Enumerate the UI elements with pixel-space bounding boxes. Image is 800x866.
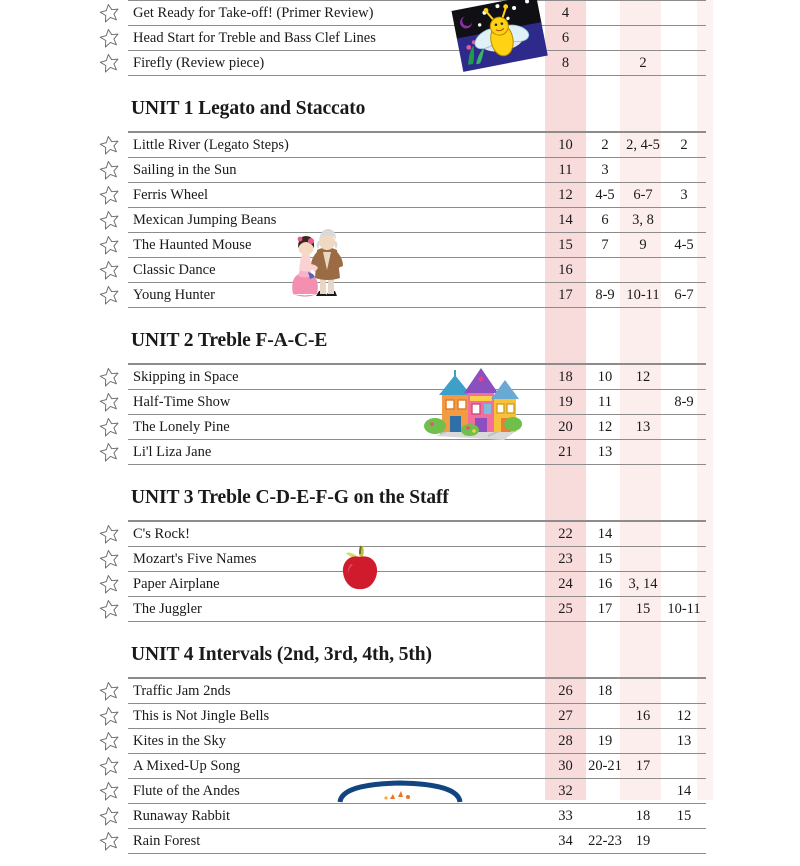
piece-title: Runaway Rabbit — [133, 808, 231, 824]
star-icon[interactable] — [99, 185, 120, 206]
piece-title: Young Hunter — [133, 287, 215, 303]
piece-title: Get Ready for Take-off! (Primer Review) — [133, 5, 374, 21]
piece-title: Rain Forest — [133, 833, 201, 849]
page-number-cell: 30 — [558, 758, 573, 774]
table-row[interactable] — [0, 439, 800, 464]
column-1-cell: 8-9 — [595, 287, 615, 303]
star-icon[interactable] — [99, 781, 120, 802]
page-number-cell: 23 — [558, 551, 573, 567]
table-rule — [128, 307, 706, 308]
table-row[interactable] — [0, 257, 800, 282]
page-number-cell: 14 — [558, 212, 573, 228]
section-end-rule — [0, 75, 800, 88]
table-rule — [128, 621, 706, 622]
table-rule — [128, 439, 706, 440]
piece-title: The Lonely Pine — [133, 419, 230, 435]
table-row[interactable] — [0, 546, 800, 571]
unit-heading-row — [0, 634, 800, 678]
column-3-cell: 14 — [676, 783, 692, 799]
column-1-cell: 13 — [597, 444, 613, 460]
column-2-cell: 9 — [639, 237, 647, 253]
piece-title: This is Not Jingle Bells — [133, 708, 270, 724]
table-rule — [128, 132, 706, 133]
star-icon[interactable] — [99, 235, 120, 256]
star-icon[interactable] — [99, 756, 120, 777]
table-rule — [128, 232, 706, 233]
unit-heading-row — [0, 320, 800, 364]
column-2-cell: 17 — [635, 758, 651, 774]
star-icon[interactable] — [99, 53, 120, 74]
page-number-cell: 16 — [558, 262, 573, 278]
column-3-cell: 6-7 — [674, 287, 694, 303]
table-rule — [128, 596, 706, 597]
table-rule — [128, 364, 706, 365]
column-3-cell: 12 — [676, 708, 692, 724]
column-2-cell: 18 — [635, 808, 651, 824]
table-row[interactable] — [0, 828, 800, 853]
star-icon[interactable] — [99, 210, 120, 231]
piece-title: Firefly (Review piece) — [133, 55, 265, 71]
table-row[interactable] — [0, 50, 800, 75]
star-icon[interactable] — [99, 260, 120, 281]
table-row[interactable] — [0, 678, 800, 703]
star-icon[interactable] — [99, 160, 120, 181]
column-3-cell: 8-9 — [674, 394, 694, 410]
star-icon[interactable] — [99, 135, 120, 156]
column-3-cell: 15 — [676, 808, 692, 824]
page-number-cell: 26 — [558, 683, 573, 699]
piece-title: Li'l Liza Jane — [133, 444, 212, 460]
unit-heading: UNIT 3 Treble C-D-E-F-G on the Staff — [131, 487, 449, 508]
piece-title: Mozart's Five Names — [133, 551, 257, 567]
table-rule — [128, 828, 706, 829]
piece-title: Classic Dance — [133, 262, 216, 278]
column-1-cell: 6 — [601, 212, 609, 228]
table-row[interactable] — [0, 389, 800, 414]
table-rule — [128, 25, 706, 26]
page-number-cell: 21 — [558, 444, 573, 460]
section-end-rule — [0, 621, 800, 634]
unit-heading: UNIT 2 Treble F-A-C-E — [131, 330, 328, 351]
unit-heading-row — [0, 477, 800, 521]
column-3-cell: 13 — [676, 733, 692, 749]
column-2-cell: 3, 8 — [632, 212, 654, 228]
column-1-cell: 12 — [597, 419, 613, 435]
star-icon[interactable] — [99, 599, 120, 620]
table-rule — [128, 803, 706, 804]
piece-title: Mexican Jumping Beans — [133, 212, 277, 228]
table-rule — [128, 257, 706, 258]
piece-title: Sailing in the Sun — [133, 162, 237, 178]
table-row[interactable] — [0, 364, 800, 389]
table-row[interactable] — [0, 703, 800, 728]
page-number-cell: 28 — [558, 733, 573, 749]
table-rule — [128, 282, 706, 283]
page-number-cell: 12 — [558, 187, 573, 203]
column-2-cell: 12 — [635, 369, 651, 385]
star-icon[interactable] — [99, 367, 120, 388]
table-rule — [128, 778, 706, 779]
star-icon[interactable] — [99, 417, 120, 438]
column-1-cell: 10 — [597, 369, 613, 385]
table-rule — [128, 571, 706, 572]
page-number-cell: 15 — [558, 237, 573, 253]
column-1-cell: 14 — [597, 526, 613, 542]
star-icon[interactable] — [99, 392, 120, 413]
star-icon[interactable] — [99, 806, 120, 827]
table-row[interactable] — [0, 157, 800, 182]
piece-title: Half-Time Show — [133, 394, 231, 410]
piece-title: The Juggler — [133, 601, 202, 617]
piece-title: C's Rock! — [133, 526, 190, 542]
piece-title: The Haunted Mouse — [133, 237, 252, 253]
table-rule — [128, 157, 706, 158]
column-1-cell: 20-21 — [588, 758, 622, 774]
table-row[interactable] — [0, 728, 800, 753]
table-rule — [128, 414, 706, 415]
page-number-cell: 8 — [561, 55, 570, 71]
column-1-cell: 15 — [597, 551, 613, 567]
section-end-rule — [0, 307, 800, 320]
column-2-cell: 6-7 — [633, 187, 653, 203]
table-row[interactable] — [0, 596, 800, 621]
column-1-cell: 3 — [601, 162, 609, 178]
page-number-cell: 34 — [558, 833, 573, 849]
table-rule — [128, 521, 706, 522]
column-2-cell: 16 — [635, 708, 651, 724]
page-number-cell: 25 — [558, 601, 573, 617]
column-3-cell: 4-5 — [674, 237, 694, 253]
page-number-cell: 18 — [558, 369, 573, 385]
column-3-cell: 10-11 — [667, 601, 701, 617]
section-end-rule — [0, 853, 800, 866]
column-1-cell: 18 — [597, 683, 613, 699]
star-icon[interactable] — [99, 706, 120, 727]
unit-heading: UNIT 4 Intervals (2nd, 3rd, 4th, 5th) — [131, 644, 432, 665]
page-number-cell: 10 — [558, 137, 573, 153]
page-number-cell: 22 — [558, 526, 573, 542]
table-rule — [128, 50, 706, 51]
page-number-cell: 6 — [561, 30, 570, 46]
page-number-cell: 19 — [558, 394, 573, 410]
star-icon[interactable] — [99, 731, 120, 752]
column-1-cell: 16 — [597, 576, 613, 592]
column-1-cell: 17 — [597, 601, 613, 617]
column-3-cell: 3 — [680, 187, 688, 203]
table-row[interactable] — [0, 753, 800, 778]
table-row[interactable] — [0, 182, 800, 207]
table-rule — [128, 464, 706, 465]
table-rule — [128, 207, 706, 208]
table-rule — [128, 853, 706, 854]
table-row[interactable] — [0, 803, 800, 828]
star-icon[interactable] — [99, 285, 120, 306]
unit-heading: UNIT 1 Legato and Staccato — [131, 98, 366, 119]
star-icon[interactable] — [99, 831, 120, 852]
table-rule — [128, 75, 706, 76]
table-row[interactable] — [0, 232, 800, 257]
star-icon[interactable] — [99, 3, 120, 24]
piece-title: Flute of the Andes — [133, 783, 240, 799]
piece-title: Paper Airplane — [133, 576, 220, 592]
column-1-cell: 22-23 — [588, 833, 622, 849]
table-rule — [128, 546, 706, 547]
star-icon[interactable] — [99, 524, 120, 545]
piece-title: Ferris Wheel — [133, 187, 209, 203]
column-3-cell: 2 — [680, 137, 688, 153]
table-rule — [128, 389, 706, 390]
table-rule — [128, 728, 706, 729]
page-number-cell: 24 — [558, 576, 573, 592]
piece-title: Little River (Legato Steps) — [133, 137, 289, 153]
table-row[interactable] — [0, 414, 800, 439]
star-icon[interactable] — [99, 28, 120, 49]
piece-title: A Mixed-Up Song — [133, 758, 241, 774]
page-number-cell: 17 — [558, 287, 573, 303]
table-row[interactable] — [0, 25, 800, 50]
column-2-cell: 2 — [639, 55, 647, 71]
table-row[interactable] — [0, 0, 800, 25]
piece-title: Head Start for Treble and Bass Clef Lines — [133, 30, 376, 46]
page-number-cell: 27 — [558, 708, 573, 724]
column-2-cell: 19 — [635, 833, 651, 849]
table-rule — [128, 678, 706, 679]
page-number-cell: 32 — [558, 783, 573, 799]
table-row[interactable] — [0, 207, 800, 232]
column-2-cell: 2, 4-5 — [626, 137, 660, 153]
table-row[interactable] — [0, 521, 800, 546]
star-icon[interactable] — [99, 549, 120, 570]
piece-title: Traffic Jam 2nds — [133, 683, 231, 699]
table-rule — [128, 182, 706, 183]
column-1-cell: 19 — [597, 733, 613, 749]
column-2-cell: 3, 14 — [628, 576, 658, 592]
table-rule — [128, 753, 706, 754]
table-row[interactable] — [0, 778, 800, 803]
page-number-cell: 33 — [558, 808, 573, 824]
page-number-cell: 11 — [558, 162, 573, 178]
column-2-cell: 15 — [635, 601, 651, 617]
section-end-rule — [0, 464, 800, 477]
column-1-cell: 2 — [601, 137, 609, 153]
table-row[interactable] — [0, 132, 800, 157]
page-number-cell: 20 — [558, 419, 573, 435]
star-icon[interactable] — [99, 442, 120, 463]
column-1-cell: 7 — [601, 237, 609, 253]
column-1-cell: 11 — [598, 394, 612, 410]
table-row[interactable] — [0, 571, 800, 596]
star-icon[interactable] — [99, 574, 120, 595]
column-1-cell: 4-5 — [595, 187, 615, 203]
table-rule — [128, 703, 706, 704]
column-2-cell: 13 — [635, 419, 651, 435]
page-number-cell: 4 — [561, 5, 570, 21]
piece-title: Kites in the Sky — [133, 733, 227, 749]
table-rule — [128, 0, 706, 1]
column-2-cell: 10-11 — [626, 287, 660, 303]
unit-heading-row — [0, 88, 800, 132]
table-row[interactable] — [0, 282, 800, 307]
piece-title: Skipping in Space — [133, 369, 239, 385]
star-icon[interactable] — [99, 681, 120, 702]
